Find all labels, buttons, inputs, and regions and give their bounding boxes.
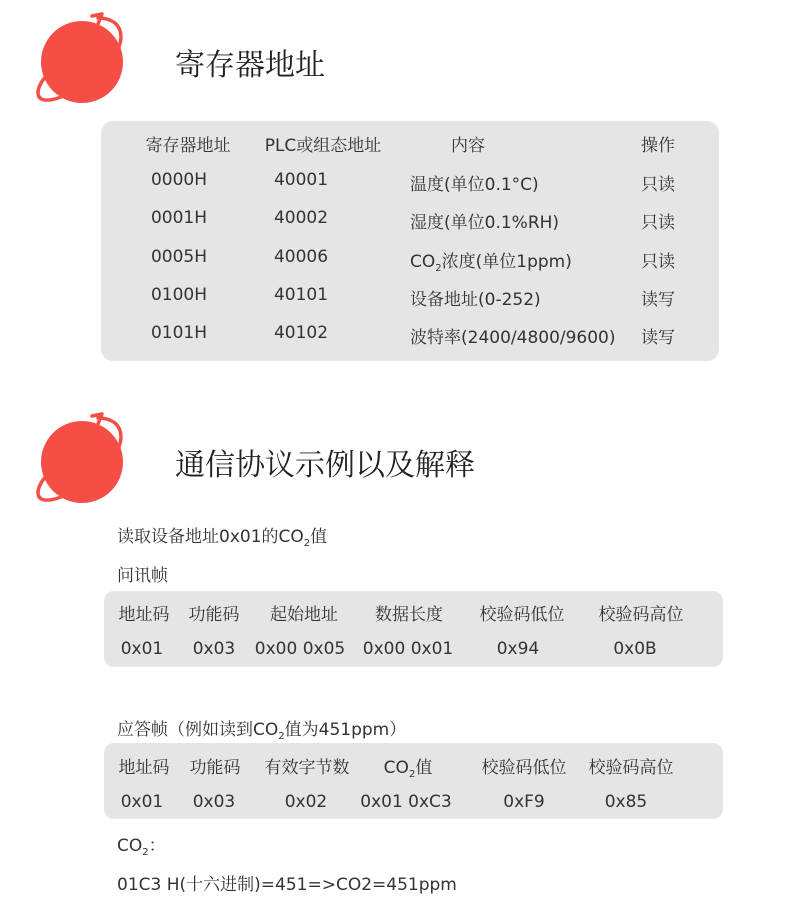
query-frame-label: 问讯帧 [117, 566, 168, 586]
table-row-op: 只读 [641, 252, 675, 272]
query-header: 地址码 [118, 605, 170, 625]
reply-frame-table [104, 743, 723, 819]
query-header: 校验码低位 [479, 605, 565, 625]
table-row-op: 读写 [641, 328, 675, 348]
table-row-content: 设备地址(0-252) [410, 290, 541, 310]
register-table [101, 121, 719, 361]
planet-logo-icon [30, 12, 130, 112]
query-value: 0x00 0x01 [362, 639, 454, 659]
table-row-reg: 0005H [150, 247, 208, 267]
reply-value: 0x02 [284, 792, 328, 812]
reply-value: 0x01 0xC3 [360, 792, 452, 812]
section-title-protocol-example: 通信协议示例以及解释 [175, 448, 475, 483]
header-operation: 操作 [641, 136, 675, 156]
table-row-op: 只读 [641, 213, 675, 233]
table-row-plc: 40002 [273, 208, 329, 228]
query-header: 数据长度 [375, 605, 443, 625]
query-value: 0x01 [120, 639, 164, 659]
reply-value: 0x85 [604, 792, 648, 812]
query-frame-table [104, 591, 723, 667]
query-value: 0x00 0x05 [254, 639, 346, 659]
table-row-reg: 0100H [150, 285, 208, 305]
query-value: 0x0B [613, 639, 657, 659]
table-row-reg: 0101H [150, 323, 208, 343]
reply-value: 0x01 [120, 792, 164, 812]
table-row-plc: 40006 [273, 247, 329, 267]
reply-header: 校验码高位 [588, 758, 674, 778]
reply-frame-label: 应答帧（例如读到$CO_2$值为451ppm） [117, 720, 407, 742]
reply-value: 0x03 [192, 792, 236, 812]
table-row-content: $CO_2$浓度(单位1ppm) [410, 252, 572, 274]
reply-header: 校验码低位 [481, 758, 567, 778]
table-row-op: 读写 [641, 290, 675, 310]
query-value: 0x94 [496, 639, 540, 659]
header-plc-address: PLC或组态地址 [264, 136, 382, 156]
reply-header: $CO_2$值 [383, 758, 433, 780]
section-title-register-address: 寄存器地址 [175, 48, 325, 83]
header-content: 内容 [451, 136, 485, 156]
query-header: 校验码高位 [598, 605, 684, 625]
table-row-plc: 40001 [273, 170, 329, 190]
reply-value: 0xF9 [503, 792, 545, 812]
table-row-plc: 40101 [273, 285, 329, 305]
intro-text: 读取设备地址0x01的$CO_2$值 [117, 527, 328, 549]
query-header: 功能码 [188, 605, 240, 625]
table-row-op: 只读 [641, 175, 675, 195]
table-row-content: 湿度(单位0.1%RH) [410, 213, 560, 233]
table-row-reg: 0000H [150, 170, 208, 190]
planet-logo-icon [30, 412, 130, 512]
co2-label: $CO_2$： [117, 836, 166, 858]
query-value: 0x03 [192, 639, 236, 659]
header-register-address: 寄存器地址 [145, 136, 231, 156]
table-row-reg: 0001H [150, 208, 208, 228]
query-header: 起始地址 [270, 605, 338, 625]
table-row-content: 温度(单位0.1°C) [410, 175, 539, 195]
table-row-content: 波特率(2400/4800/9600) [410, 328, 616, 348]
reply-header: 地址码 [118, 758, 170, 778]
reply-header: 有效字节数 [264, 758, 350, 778]
reply-header: 功能码 [189, 758, 241, 778]
table-row-plc: 40102 [273, 323, 329, 343]
co2-calculation: 01C3 H(十六进制)=451=>CO2=451ppm [117, 875, 457, 895]
